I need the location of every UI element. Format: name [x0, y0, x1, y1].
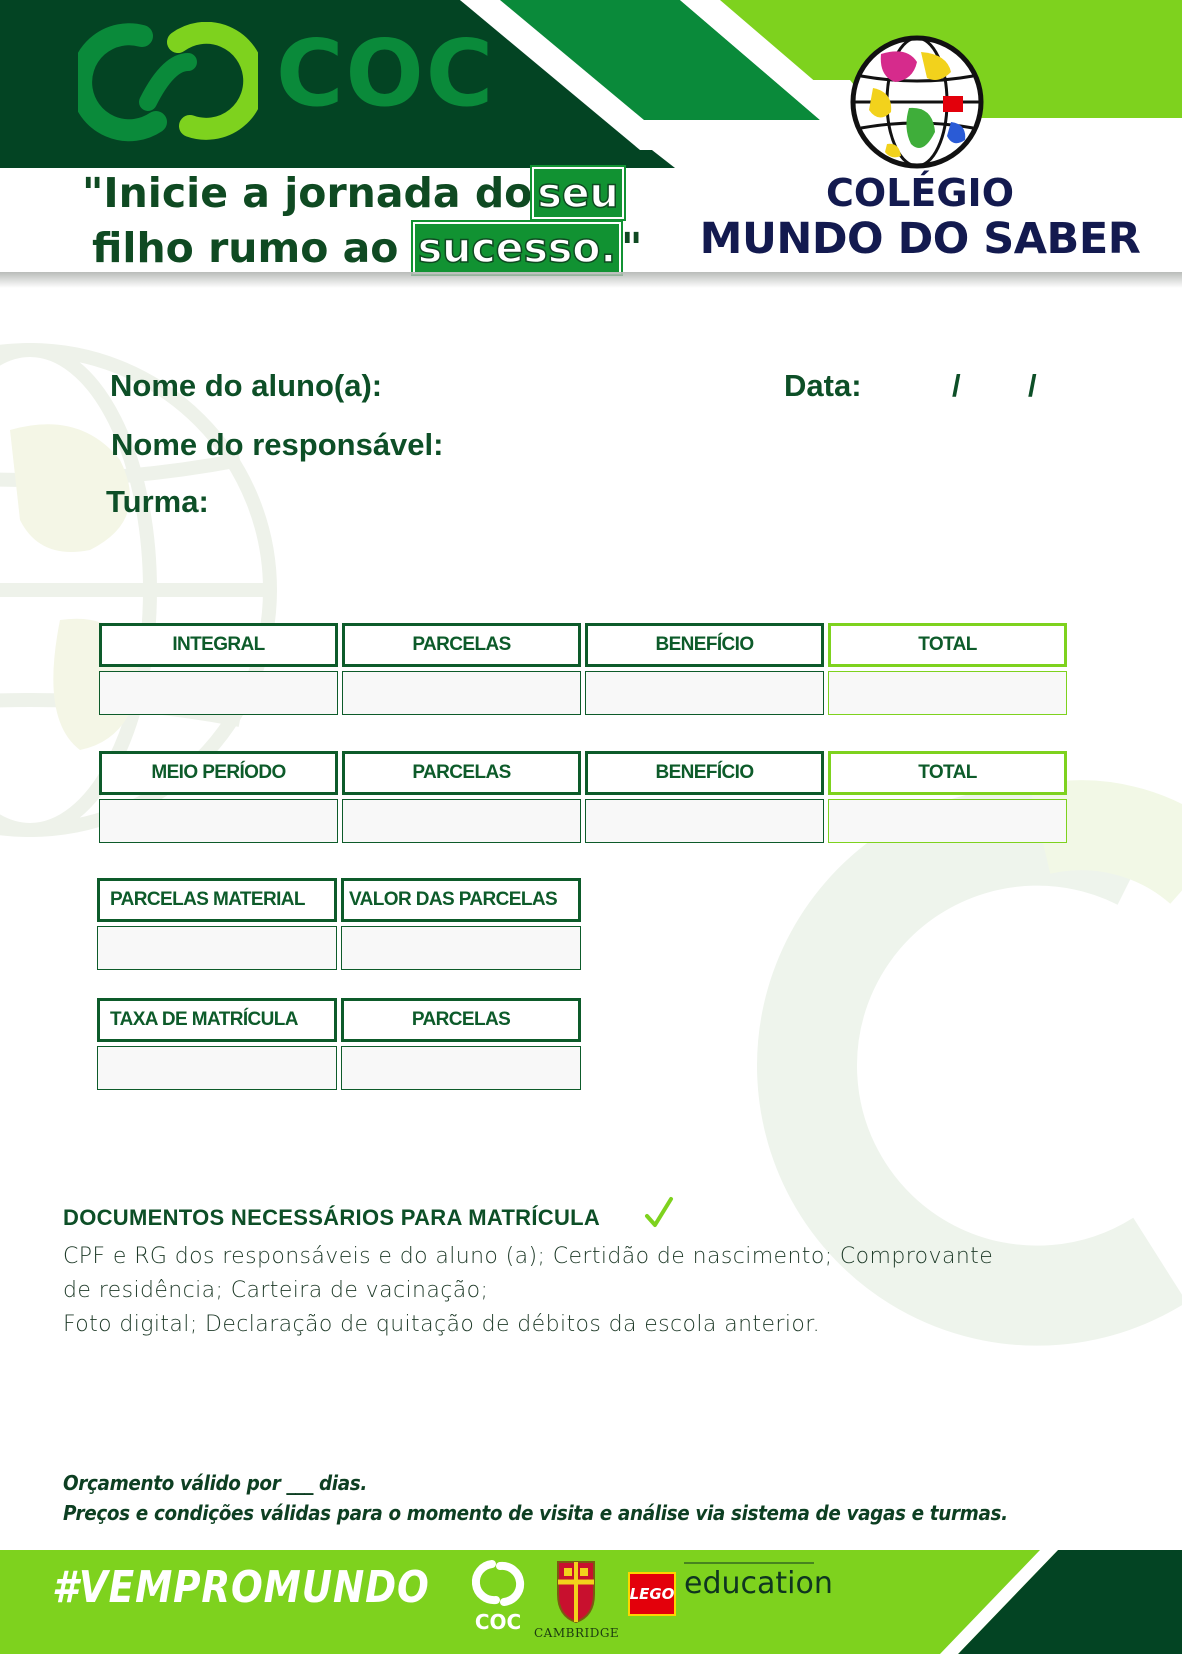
- budget-validity-note: Orçamento válido por ___ dias.: [63, 1471, 367, 1495]
- valor-parcelas-header: VALOR DAS PARCELAS: [341, 878, 581, 922]
- meio-beneficio-cell[interactable]: [585, 799, 824, 843]
- integral-beneficio-cell[interactable]: [585, 671, 824, 715]
- footer: [0, 1550, 1182, 1654]
- globe-logo-icon: [847, 32, 987, 172]
- integral-parcelas-cell[interactable]: [342, 671, 581, 715]
- footer-coc-icon: [468, 1558, 528, 1608]
- date-separator-1: /: [952, 368, 961, 403]
- slogan-line1: "Inicie a jornada do: [82, 169, 533, 217]
- education-top-line: [684, 1562, 814, 1564]
- integral-beneficio-header: BENEFÍCIO: [585, 623, 824, 667]
- parcelas-material-cell[interactable]: [97, 926, 337, 970]
- class-label: Turma:: [106, 484, 209, 519]
- hashtag-vempromundo: #VEMPROMUNDO: [52, 1562, 430, 1613]
- slogan-highlight-sucesso: sucesso.: [413, 222, 621, 274]
- checkmark-icon: [644, 1196, 674, 1230]
- meio-periodo-cell[interactable]: [99, 799, 338, 843]
- footer-lego-logo: LEGO: [628, 1572, 676, 1616]
- documents-line-2: de residência; Carteira de vacinação;: [63, 1278, 489, 1303]
- conditions-note: Preços e condições válidas para o momento de visita e análise via sistema de vagas e turmas.: [63, 1501, 1008, 1525]
- meio-parcelas-header: PARCELAS: [342, 751, 581, 795]
- integral-total-cell[interactable]: [828, 671, 1067, 715]
- school-name-line1: COLÉGIO: [826, 171, 1014, 215]
- footer-education-text: education: [684, 1566, 833, 1601]
- student-name-label: Nome do aluno(a):: [110, 368, 383, 403]
- meio-parcelas-cell[interactable]: [342, 799, 581, 843]
- coc-logo-icon: [78, 22, 258, 142]
- taxa-matricula-header: TAXA DE MATRÍCULA: [97, 998, 337, 1042]
- documents-list: [63, 1240, 1123, 1342]
- school-name: [690, 170, 1150, 262]
- meio-beneficio-header: BENEFÍCIO: [585, 751, 824, 795]
- footer-coc-text: COC: [474, 1610, 522, 1634]
- coc-brand-text: COC: [276, 20, 496, 127]
- budget-notes: [63, 1468, 1090, 1528]
- guardian-name-label: Nome do responsável:: [111, 427, 444, 462]
- coc-watermark: [740, 740, 1182, 1460]
- school-name-line2: MUNDO DO SABER: [699, 214, 1141, 264]
- slogan-line2: filho rumo ao: [92, 224, 399, 272]
- matricula-parcelas-header: PARCELAS: [341, 998, 581, 1042]
- cambridge-crest-icon: [556, 1560, 596, 1624]
- footer-coc-logo: [468, 1558, 528, 1642]
- documents-line-1: CPF e RG dos responsáveis e do aluno (a); Certidão de nascimento; Comprovante: [63, 1244, 994, 1269]
- documents-title: DOCUMENTOS NECESSÁRIOS PARA MATRÍCULA: [63, 1205, 601, 1230]
- header-divider-shadow: [0, 272, 1182, 288]
- globe-watermark: [0, 320, 300, 880]
- slogan: [82, 166, 682, 276]
- date-separator-2: /: [1028, 368, 1037, 403]
- meio-total-header: TOTAL: [828, 751, 1067, 795]
- matricula-parcelas-cell[interactable]: [341, 1046, 581, 1090]
- integral-value-cell[interactable]: [99, 671, 338, 715]
- meio-periodo-header: MEIO PERÍODO: [99, 751, 338, 795]
- taxa-matricula-cell[interactable]: [97, 1046, 337, 1090]
- valor-parcelas-cell[interactable]: [341, 926, 581, 970]
- documents-line-3: Foto digital; Declaração de quitação de débitos da escola anterior.: [63, 1312, 821, 1337]
- parcelas-material-header: PARCELAS MATERIAL: [97, 878, 337, 922]
- meio-total-cell[interactable]: [828, 799, 1067, 843]
- header: [0, 0, 1182, 290]
- slogan-close-quote: ": [621, 224, 643, 272]
- date-label: Data:: [784, 368, 862, 403]
- footer-cambridge-text: CAMBRIDGE: [534, 1626, 620, 1640]
- integral-parcelas-header: PARCELAS: [342, 623, 581, 667]
- integral-total-header: TOTAL: [828, 623, 1067, 667]
- footer-cambridge-logo: [534, 1560, 618, 1646]
- slogan-highlight-seu: seu: [532, 167, 623, 219]
- integral-header: INTEGRAL: [99, 623, 338, 667]
